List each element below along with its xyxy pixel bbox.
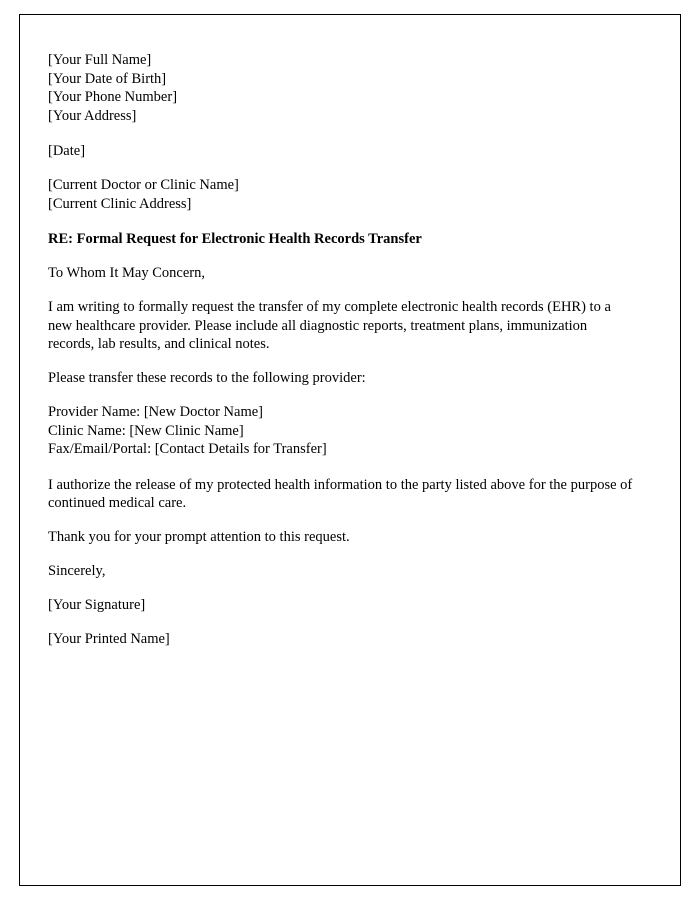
recipient-address-block [48, 176, 634, 213]
sender-date-of-birth: [Your Date of Birth] [48, 70, 167, 87]
letter-content [20, 15, 680, 649]
thanks-paragraph: Thank you for your prompt attention to this request. [48, 529, 350, 545]
new-provider-block [48, 403, 634, 459]
signature-placeholder: [Your Signature] [48, 597, 146, 613]
sender-address: [Your Address] [48, 107, 137, 124]
contact-line: Fax/Email/Portal: [Contact Details for Transfer] [48, 441, 327, 457]
closing: Sincerely, [48, 563, 106, 579]
salutation: To Whom It May Concern, [48, 265, 205, 281]
sender-phone-number: [Your Phone Number] [48, 89, 178, 105]
letter-page [19, 14, 681, 886]
recipient-clinic-address: [Current Clinic Address] [48, 195, 192, 212]
sender-address-block [48, 51, 634, 125]
intro-paragraph: I am writing to formally request the transfer of my complete electronic health records (EHR) to a new healthcare provider. Please include all diagnostic reports, treatment plans, immunization records, lab results, and clinical notes. [48, 299, 611, 352]
subject-line: RE: Formal Request for Electronic Health Records Transfer [48, 231, 422, 247]
authorization-paragraph: I authorize the release of my protected health information to the party listed above for the purpose of continued medical care. [48, 476, 633, 511]
provider-name-line: Provider Name: [New Doctor Name] [48, 404, 264, 420]
sender-full-name: [Your Full Name] [48, 52, 152, 68]
letter-date: [Date] [48, 143, 86, 159]
transfer-lead-in: Please transfer these records to the following provider: [48, 370, 366, 386]
printed-name-placeholder: [Your Printed Name] [48, 631, 170, 647]
recipient-clinic-name: [Current Doctor or Clinic Name] [48, 177, 239, 193]
clinic-name-line: Clinic Name: [New Clinic Name] [48, 422, 244, 439]
